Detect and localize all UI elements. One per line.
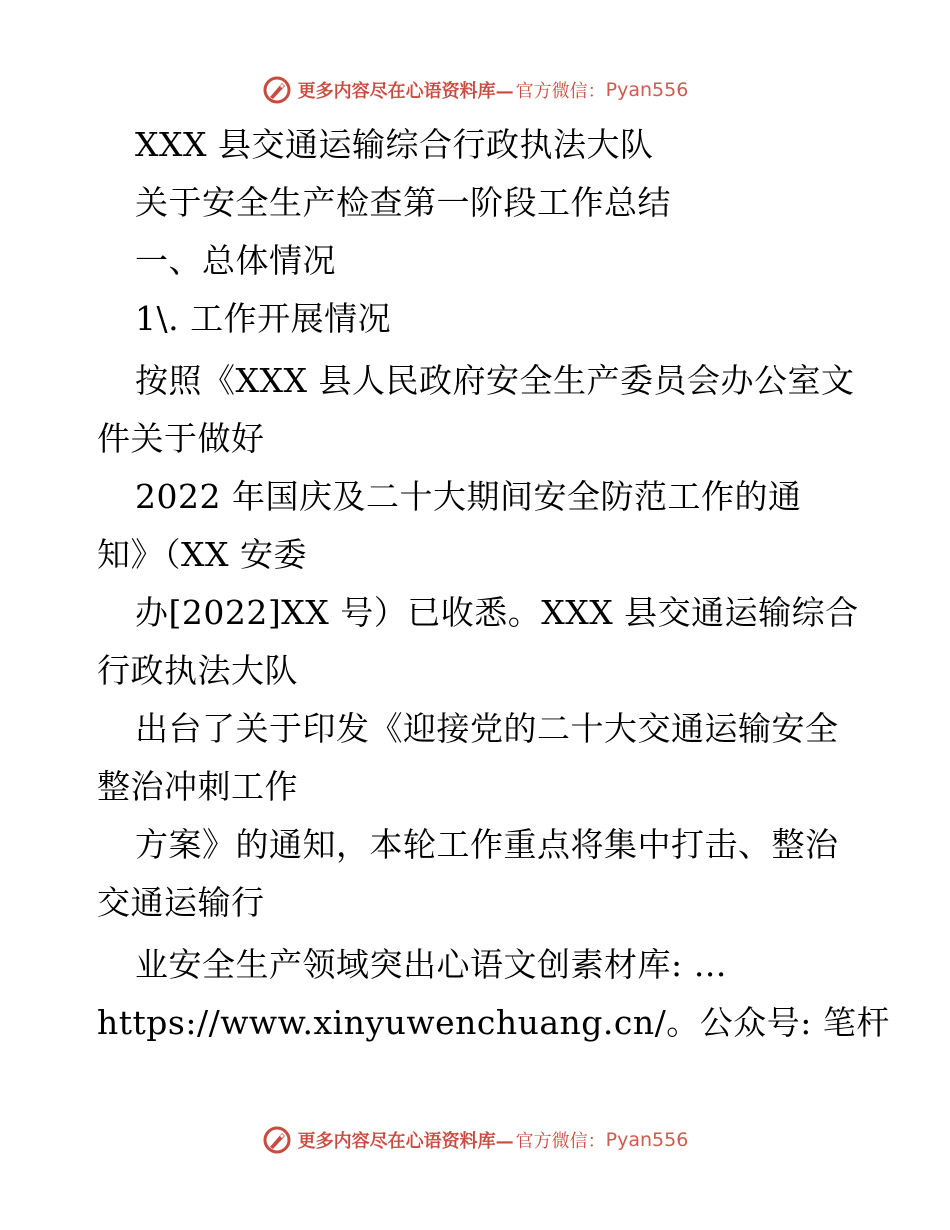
header-banner bbox=[0, 70, 950, 110]
subsection-heading: 1\. 工作开展情况 bbox=[135, 299, 392, 338]
paragraph-line: 整治冲刺工作 bbox=[97, 767, 298, 806]
paragraph-line-url: https://www.xinyuwenchuang.cn/。公众号: 笔杆 bbox=[97, 1003, 890, 1042]
banner-wechat-label: 官方微信： bbox=[515, 81, 606, 102]
paragraph-line: 按照《XXX 县人民政府安全生产委员会办公室文 bbox=[135, 361, 855, 400]
banner-wechat-id: Pyan556 bbox=[605, 79, 689, 101]
doc-title-line-2: 关于安全生产检查第一阶段工作总结 bbox=[135, 183, 671, 222]
banner-wechat-id: Pyan556 bbox=[605, 1129, 689, 1151]
banner-text: 更多内容尽在心语资料库— bbox=[297, 1131, 514, 1152]
section-heading: 一、总体情况 bbox=[135, 241, 336, 280]
doc-title-line-1: XXX 县交通运输综合行政执法大队 bbox=[135, 125, 654, 164]
paragraph-line: 2022 年国庆及二十大期间安全防范工作的通 bbox=[135, 477, 802, 516]
paragraph-line: 行政执法大队 bbox=[97, 651, 298, 690]
banner-text: 更多内容尽在心语资料库— bbox=[297, 81, 514, 102]
pen-nib-logo-icon bbox=[262, 75, 292, 105]
paragraph-line: 办[2022]XX 号）已收悉。XXX 县交通运输综合 bbox=[135, 593, 859, 632]
paragraph-line: 方案》的通知，本轮工作重点将集中打击、整治 bbox=[135, 825, 839, 864]
paragraph-line: 知》（XX 安委 bbox=[97, 535, 307, 574]
paragraph-line: 交通运输行 bbox=[97, 883, 265, 922]
footer-banner bbox=[0, 1120, 950, 1160]
banner-wechat-label: 官方微信： bbox=[515, 1131, 606, 1152]
paragraph-line: 出台了关于印发《迎接党的二十大交通运输安全 bbox=[135, 709, 839, 748]
paragraph-line: 件关于做好 bbox=[97, 419, 265, 458]
paragraph-line: 业安全生产领域突出心语文创素材库: … bbox=[135, 945, 728, 984]
pen-nib-logo-icon bbox=[262, 1125, 292, 1155]
